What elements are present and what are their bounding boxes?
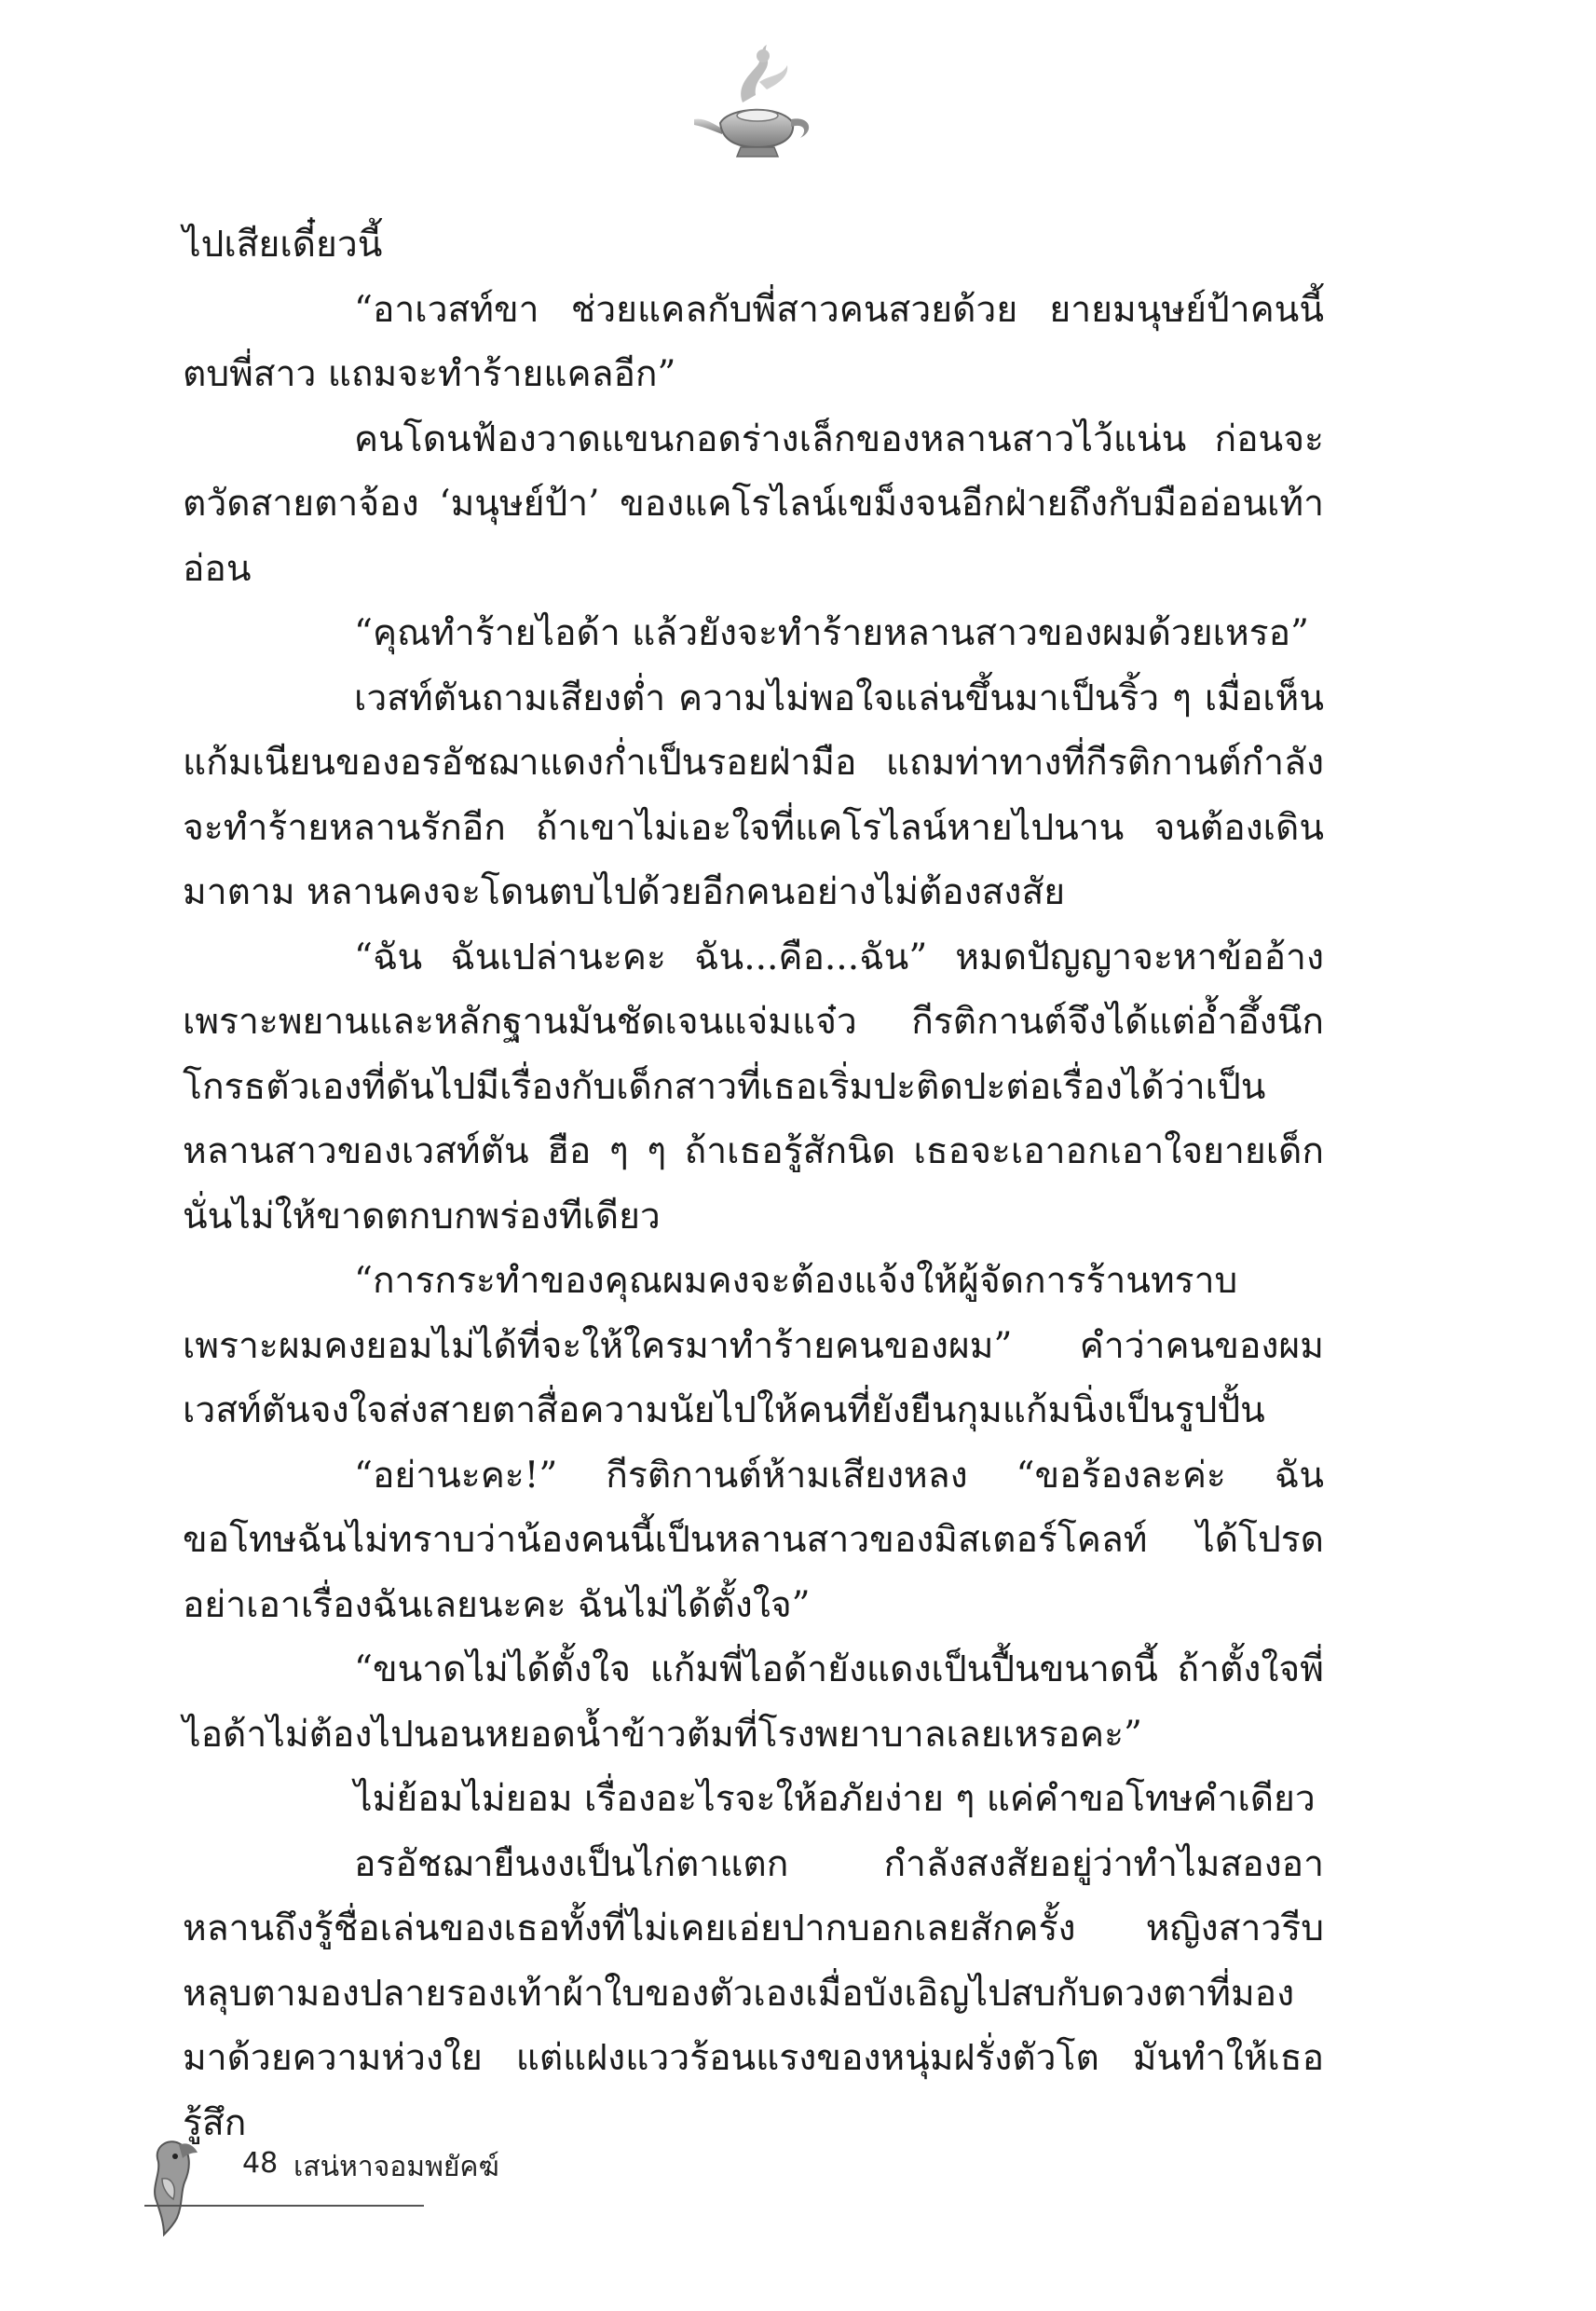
paragraph: “คุณทำร้ายไอด้า แล้วยังจะทำร้ายหลานสาวของผมด้วยเหรอ” — [354, 612, 1309, 654]
paragraph: “การกระทำของคุณผมคงจะต้องแจ้งให้ผู้จัดการร้านทราบเพราะผมคงยอมไม่ได้ที่จะให้ใครมาทำร้ายคนของผม” คำว่าคนของผมเวสท์ตันจงใจส่งสายตาสื่อความนัยไปให้คนที่ยังยืนกุมแก้มนิ่งเป็นรูปปั้น — [183, 1260, 1324, 1431]
paragraph: “ขนาดไม่ได้ตั้งใจ แก้มพี่ไอด้ายังแดงเป็นปื้นขนาดนี้ ถ้าตั้งใจพี่ไอด้าไม่ต้องไปนอนหยอดน้ำข้าวต้มที่โรงพยาบาลเลยเหรอคะ” — [183, 1648, 1324, 1756]
footer-rule — [144, 2205, 424, 2207]
paragraph: ไปเสียเดี๋ยวนี้ — [183, 224, 383, 266]
page-footer — [140, 2134, 512, 2236]
lamp-genie-icon — [685, 37, 825, 168]
page-number: 48 — [242, 2147, 279, 2180]
paragraph: “ฉัน ฉันเปล่านะคะ ฉัน...คือ...ฉัน” หมดปัญญาจะหาข้ออ้างเพราะพยานและหลักฐานมันชัดเจนแจ่มแจ๋ว กีรติกานต์จึงได้แต่อ้ำอึ้งนึกโกรธตัวเองที่ดันไปมีเรื่องกับเด็กสาวที่เธอเริ่มปะติดปะต่อเรื่องได้ว่าเป็นหลานสาวของเวสท์ตัน ฮือ ๆ ๆ ถ้าเธอรู้สักนิด เธอจะเอาอกเอาใจยายเด็กนั่นไม่ให้ขาดตกบกพร่องทีเดียว — [183, 936, 1324, 1238]
book-title: เสน่หาจอมพยัคฆ์ — [293, 2151, 499, 2183]
page-body — [183, 212, 1324, 2155]
paragraph: คนโดนฟ้องวาดแขนกอดร่างเล็กของหลานสาวไว้แน่น ก่อนจะตวัดสายตาจ้อง ‘มนุษย์ป้า’ ของแคโรไลน์เขม็งจนอีกฝ่ายถึงกับมืออ่อนเท้าอ่อน — [183, 417, 1324, 590]
paragraph: “อย่านะคะ!” กีรติกานต์ห้ามเสียงหลง “ขอร้องละค่ะ ฉันขอโทษฉันไม่ทราบว่าน้องคนนี้เป็นหลานสาวของมิสเตอร์โคลท์ ได้โปรดอย่าเอาเรื่องฉันเลยนะคะ ฉันไม่ได้ตั้งใจ” — [183, 1454, 1324, 1626]
paragraph: อรอัชฌายืนงงเป็นไก่ตาแตก กำลังสงสัยอยู่ว่าทำไมสองอาหลานถึงรู้ชื่อเล่นของเธอทั้งที่ไม่เคยเอ่ยปากบอกเลยสักครั้ง หญิงสาวรีบหลุบตามองปลายรองเท้าผ้าใบของตัวเองเมื่อบังเอิญไปสบกับดวงตาที่มองมาด้วยความห่วงใย แต่แฝงแววร้อนแรงของหนุ่มฝรั่งตัวโต มันทำให้เธอรู้สึก — [183, 1842, 1324, 2144]
paragraph: “อาเวสท์ขา ช่วยแคลกับพี่สาวคนสวยด้วย ยายมนุษย์ป้าคนนี้ตบพี่สาว แถมจะทำร้ายแคลอีก” — [183, 288, 1324, 395]
paragraph: เวสท์ตันถามเสียงต่ำ ความไม่พอใจแล่นขึ้นมาเป็นริ้ว ๆ เมื่อเห็นแก้มเนียนของอรอัชฌาแดงก่ำเป็นรอยฝ่ามือ แถมท่าทางที่กีรติกานต์กำลังจะทำร้ายหลานรักอีก ถ้าเขาไม่เอะใจที่แคโรไลน์หายไปนาน จนต้องเดินมาตาม หลานคงจะโดนตบไปด้วยอีกคนอย่างไม่ต้องสงสัย — [183, 677, 1324, 913]
paragraph: ไม่ย้อมไม่ยอม เรื่องอะไรจะให้อภัยง่าย ๆ แค่คำขอโทษคำเดียว — [354, 1778, 1316, 1820]
bird-icon — [140, 2134, 205, 2236]
